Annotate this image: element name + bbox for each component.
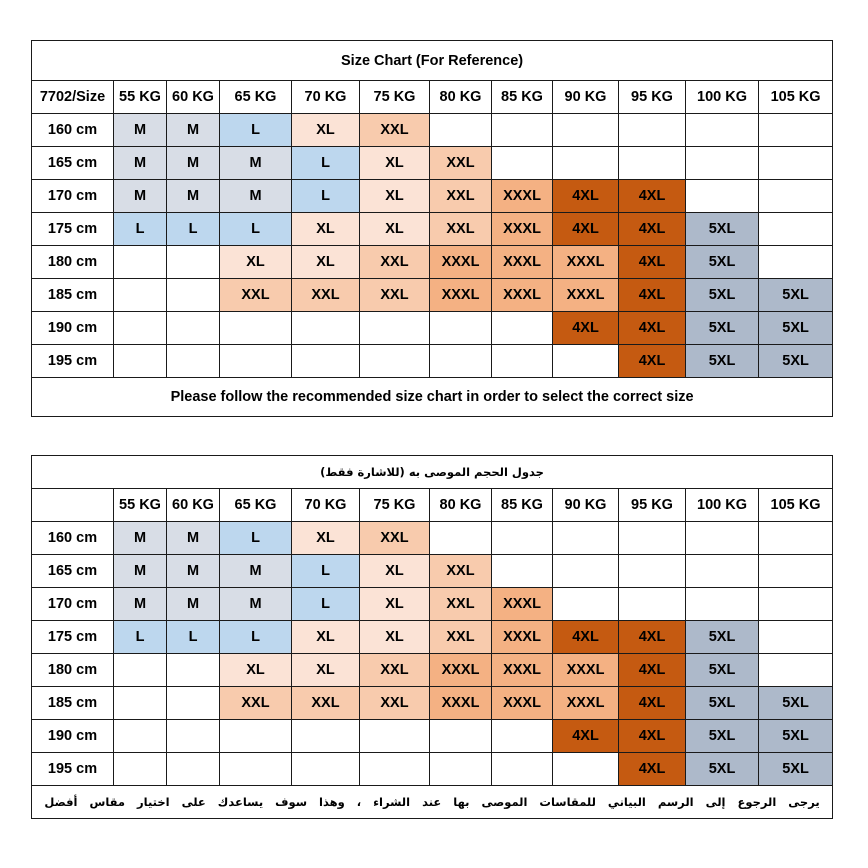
size-cell (114, 345, 167, 378)
size-cell: 4XL (619, 345, 686, 378)
size-cell: XL (292, 621, 360, 654)
size-cell: XXXL (430, 246, 492, 279)
size-cell: XXXL (430, 279, 492, 312)
weight-header: 55 KG (114, 489, 167, 522)
weight-header: 75 KG (360, 489, 430, 522)
height-label: 175 cm (32, 213, 114, 246)
weight-header: 75 KG (360, 81, 430, 114)
size-cell: M (114, 114, 167, 147)
table-row (32, 522, 833, 555)
table-row (32, 345, 833, 378)
size-cell (360, 753, 430, 786)
size-cell: XL (292, 246, 360, 279)
size-cell (167, 687, 220, 720)
size-cell (759, 555, 833, 588)
size-cell: M (220, 588, 292, 621)
weight-header: 80 KG (430, 489, 492, 522)
size-cell: XXL (360, 246, 430, 279)
size-cell: XXL (360, 687, 430, 720)
size-cell: M (114, 522, 167, 555)
size-cell: XXL (430, 621, 492, 654)
height-label: 180 cm (32, 654, 114, 687)
size-cell (686, 180, 759, 213)
size-cell (220, 312, 292, 345)
size-cell: M (167, 555, 220, 588)
size-cell: XXL (292, 279, 360, 312)
size-cell: 4XL (619, 312, 686, 345)
size-cell (492, 753, 553, 786)
size-cell (167, 345, 220, 378)
size-cell (430, 753, 492, 786)
corner-header: 7702/Size (32, 81, 114, 114)
weight-header: 105 KG (759, 489, 833, 522)
size-cell: 4XL (553, 621, 619, 654)
size-cell: XXL (430, 588, 492, 621)
size-cell: XXXL (430, 687, 492, 720)
size-cell (759, 180, 833, 213)
size-cell: L (292, 555, 360, 588)
size-cell (220, 345, 292, 378)
weight-header: 65 KG (220, 81, 292, 114)
corner-header (32, 489, 114, 522)
size-cell: M (114, 555, 167, 588)
table-row (32, 114, 833, 147)
height-label: 175 cm (32, 621, 114, 654)
size-chart-arabic (31, 455, 832, 819)
weight-header: 100 KG (686, 81, 759, 114)
table-row (32, 720, 833, 753)
size-cell (430, 312, 492, 345)
size-cell: 5XL (686, 687, 759, 720)
size-cell: XXXL (492, 621, 553, 654)
size-cell (292, 312, 360, 345)
size-cell (360, 720, 430, 753)
weight-header: 60 KG (167, 81, 220, 114)
size-cell (114, 687, 167, 720)
size-cell (492, 114, 553, 147)
size-cell: L (220, 522, 292, 555)
size-cell: XL (360, 621, 430, 654)
size-cell: 5XL (759, 345, 833, 378)
size-cell: M (167, 147, 220, 180)
size-chart-english (31, 40, 832, 417)
size-cell: XL (292, 522, 360, 555)
size-cell (492, 312, 553, 345)
size-cell (686, 555, 759, 588)
size-cell (220, 720, 292, 753)
size-cell: 4XL (553, 213, 619, 246)
size-cell (114, 312, 167, 345)
size-cell (492, 345, 553, 378)
weight-header: 70 KG (292, 489, 360, 522)
table-row (32, 555, 833, 588)
size-cell (619, 114, 686, 147)
weight-header: 55 KG (114, 81, 167, 114)
table-row (32, 621, 833, 654)
weight-header: 60 KG (167, 489, 220, 522)
size-cell: M (167, 588, 220, 621)
size-cell (759, 654, 833, 687)
size-cell (360, 312, 430, 345)
size-cell: XXL (220, 279, 292, 312)
size-cell (114, 753, 167, 786)
size-cell (759, 147, 833, 180)
size-cell: M (167, 180, 220, 213)
table-row (32, 246, 833, 279)
size-cell (167, 654, 220, 687)
height-label: 195 cm (32, 345, 114, 378)
size-cell: L (220, 621, 292, 654)
size-cell: 4XL (619, 753, 686, 786)
bottom-chart-table (31, 455, 833, 819)
height-label: 185 cm (32, 279, 114, 312)
size-cell (553, 555, 619, 588)
weight-header: 65 KG (220, 489, 292, 522)
size-cell (686, 522, 759, 555)
size-cell: 4XL (619, 621, 686, 654)
size-cell (619, 555, 686, 588)
size-cell: 4XL (619, 279, 686, 312)
size-cell: M (220, 555, 292, 588)
size-cell: XXL (430, 180, 492, 213)
size-cell (619, 522, 686, 555)
size-cell: XXL (220, 687, 292, 720)
size-cell: 4XL (619, 654, 686, 687)
size-cell: 4XL (619, 246, 686, 279)
chart-footer-note: Please follow the recommended size chart in order to select the correct size (32, 378, 833, 417)
table-row (32, 687, 833, 720)
size-cell: 4XL (619, 180, 686, 213)
size-cell (430, 345, 492, 378)
weight-header: 70 KG (292, 81, 360, 114)
size-cell: M (114, 588, 167, 621)
size-cell (553, 345, 619, 378)
size-cell: XXXL (492, 213, 553, 246)
size-cell: 5XL (759, 312, 833, 345)
size-cell: XL (360, 180, 430, 213)
table-row (32, 654, 833, 687)
size-cell: 5XL (686, 279, 759, 312)
size-cell: L (114, 213, 167, 246)
size-cell (114, 654, 167, 687)
size-cell: 5XL (686, 753, 759, 786)
size-cell: XXL (430, 555, 492, 588)
table-row (32, 180, 833, 213)
height-label: 160 cm (32, 522, 114, 555)
size-cell: 4XL (553, 180, 619, 213)
size-cell: L (220, 114, 292, 147)
table-row (32, 213, 833, 246)
height-label: 170 cm (32, 180, 114, 213)
size-cell: L (292, 180, 360, 213)
size-cell (167, 246, 220, 279)
chart-footer-note: يرجى الرجوع إلى الرسم البياني للمقاسات الموصى بها عند الشراء ، وهذا سوف يساعدك على اختيار مقاس أفضل (32, 786, 833, 819)
size-cell: XXXL (492, 654, 553, 687)
weight-header: 85 KG (492, 81, 553, 114)
size-cell (114, 720, 167, 753)
weight-header: 90 KG (553, 489, 619, 522)
table-row (32, 147, 833, 180)
size-cell (686, 147, 759, 180)
chart-title: جدول الحجم الموصى به (للاشارة فقط) (32, 456, 833, 489)
size-cell: XXXL (553, 246, 619, 279)
size-cell (619, 588, 686, 621)
size-cell (292, 720, 360, 753)
size-cell: XL (360, 588, 430, 621)
weight-header: 100 KG (686, 489, 759, 522)
size-cell: 4XL (553, 720, 619, 753)
size-cell (167, 720, 220, 753)
size-cell (292, 753, 360, 786)
size-cell (553, 147, 619, 180)
size-cell: 5XL (686, 312, 759, 345)
size-cell (686, 114, 759, 147)
size-cell: 5XL (686, 621, 759, 654)
size-cell: L (167, 621, 220, 654)
size-cell (360, 345, 430, 378)
size-cell (492, 555, 553, 588)
size-cell: XL (360, 555, 430, 588)
weight-header: 80 KG (430, 81, 492, 114)
size-cell (759, 522, 833, 555)
size-cell: XL (292, 654, 360, 687)
size-cell: 5XL (759, 753, 833, 786)
size-cell: XL (360, 213, 430, 246)
size-cell: 5XL (759, 279, 833, 312)
size-cell: XXXL (553, 687, 619, 720)
size-cell (759, 213, 833, 246)
size-cell (167, 279, 220, 312)
size-cell (759, 246, 833, 279)
size-cell (430, 114, 492, 147)
size-cell (553, 114, 619, 147)
size-cell: 5XL (686, 246, 759, 279)
size-cell: XXL (292, 687, 360, 720)
size-cell: XL (220, 654, 292, 687)
size-cell: 4XL (619, 687, 686, 720)
size-cell: XXL (430, 213, 492, 246)
size-cell: M (167, 114, 220, 147)
size-cell: XL (292, 213, 360, 246)
size-cell: 5XL (686, 720, 759, 753)
size-cell: XXXL (492, 246, 553, 279)
chart-title: Size Chart (For Reference) (32, 41, 833, 81)
weight-header: 95 KG (619, 81, 686, 114)
size-cell: M (114, 147, 167, 180)
size-cell: XXXL (492, 588, 553, 621)
size-cell: 4XL (619, 213, 686, 246)
height-label: 180 cm (32, 246, 114, 279)
size-cell (553, 522, 619, 555)
size-cell: 5XL (759, 720, 833, 753)
table-row (32, 312, 833, 345)
size-cell: L (167, 213, 220, 246)
size-cell (114, 246, 167, 279)
top-chart-table (31, 40, 833, 417)
size-cell (619, 147, 686, 180)
size-cell: 4XL (553, 312, 619, 345)
size-cell: XL (360, 147, 430, 180)
size-cell: XXL (430, 147, 492, 180)
size-cell: M (220, 147, 292, 180)
height-label: 195 cm (32, 753, 114, 786)
weight-header: 85 KG (492, 489, 553, 522)
table-row (32, 279, 833, 312)
weight-header: 90 KG (553, 81, 619, 114)
size-cell: XXL (360, 522, 430, 555)
size-cell (686, 588, 759, 621)
weight-header: 95 KG (619, 489, 686, 522)
size-cell (759, 114, 833, 147)
size-cell (492, 720, 553, 753)
weight-header: 105 KG (759, 81, 833, 114)
size-cell: M (167, 522, 220, 555)
size-cell (430, 522, 492, 555)
size-cell: XXXL (553, 654, 619, 687)
size-cell: XXL (360, 279, 430, 312)
size-cell: XXXL (492, 180, 553, 213)
size-cell: XL (292, 114, 360, 147)
size-cell: L (292, 588, 360, 621)
size-cell: XXXL (553, 279, 619, 312)
size-cell: XXXL (430, 654, 492, 687)
size-cell (292, 345, 360, 378)
size-cell: 4XL (619, 720, 686, 753)
size-cell (759, 588, 833, 621)
size-cell: XXL (360, 654, 430, 687)
size-cell (220, 753, 292, 786)
size-cell: 5XL (686, 345, 759, 378)
size-cell (759, 621, 833, 654)
size-cell: L (114, 621, 167, 654)
size-cell: XL (220, 246, 292, 279)
size-cell: XXXL (492, 279, 553, 312)
size-cell: L (292, 147, 360, 180)
size-cell (492, 147, 553, 180)
table-row (32, 588, 833, 621)
size-cell (553, 588, 619, 621)
size-cell: XXXL (492, 687, 553, 720)
height-label: 185 cm (32, 687, 114, 720)
height-label: 190 cm (32, 720, 114, 753)
size-cell: XXL (360, 114, 430, 147)
height-label: 165 cm (32, 147, 114, 180)
size-cell: L (220, 213, 292, 246)
size-cell: M (114, 180, 167, 213)
height-label: 190 cm (32, 312, 114, 345)
size-cell: 5XL (686, 213, 759, 246)
height-label: 165 cm (32, 555, 114, 588)
size-cell: 5XL (759, 687, 833, 720)
table-row (32, 753, 833, 786)
height-label: 160 cm (32, 114, 114, 147)
size-cell (553, 753, 619, 786)
size-cell (114, 279, 167, 312)
height-label: 170 cm (32, 588, 114, 621)
size-cell (167, 753, 220, 786)
size-cell (430, 720, 492, 753)
size-cell (167, 312, 220, 345)
size-cell: 5XL (686, 654, 759, 687)
size-cell: M (220, 180, 292, 213)
size-cell (492, 522, 553, 555)
